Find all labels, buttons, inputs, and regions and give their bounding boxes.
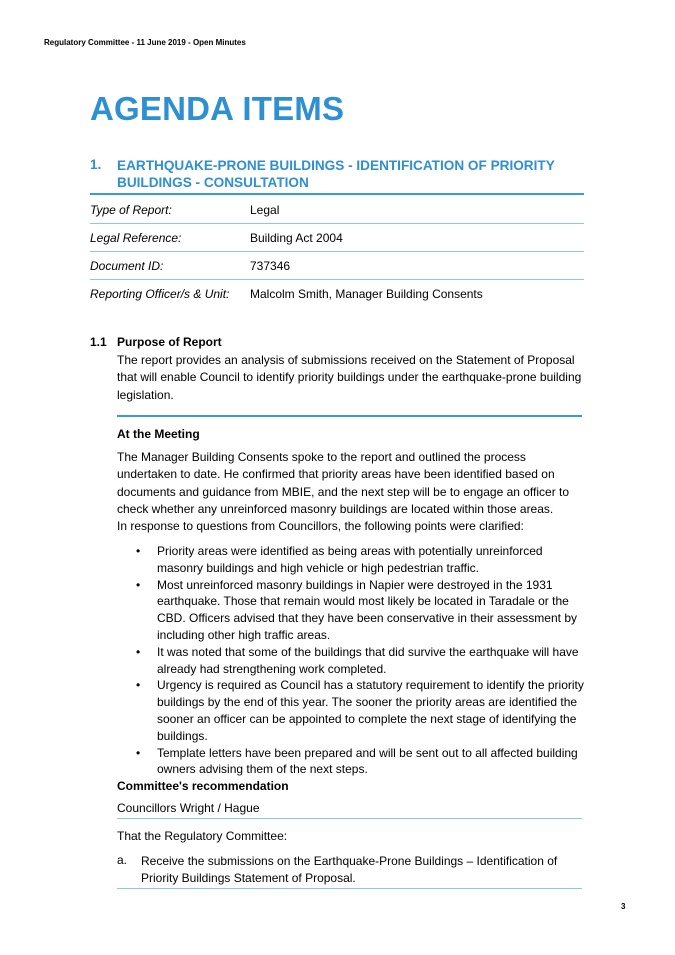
meta-label-reporting-officer: Reporting Officer/s & Unit: [90, 287, 230, 301]
bullet-list [117, 543, 587, 778]
list-item-text: Most unreinforced masonry buildings in Napier were destroyed in the 1931 earthquake. Those that remain would most likely be located in Taradale or the CBD. Officers advised that they have been conservative in their assessment by including other high traffic areas. [157, 577, 577, 642]
page-title: AGENDA ITEMS [90, 90, 345, 127]
list-item-text: Priority areas were identified as being areas with potentially unreinforced masonry buildings and high vehicle or high pedestrian traffic. [157, 544, 543, 575]
meta-value-type: Legal [250, 203, 280, 217]
list-item-text: Urgency is required as Council has a statutory requirement to identify the priority buildings by the end of this year. The sooner the priority areas are identified the sooner an officer can be appointed to complete the next stage of identifying the buildings. [157, 678, 584, 743]
running-header: Regulatory Committee - 11 June 2019 - Open Minutes [44, 38, 246, 47]
recommendation-divider [117, 888, 582, 889]
purpose-text: The report provides an analysis of submissions received on the Statement of Proposal that will enable Council to identify priority buildings under the earthquake-prone building legislation. [117, 353, 582, 402]
bullet-icon: • [136, 544, 141, 558]
meta-label-document-id: Document ID: [90, 259, 164, 273]
meta-value-document-id: 737346 [250, 259, 291, 273]
meta-divider [90, 251, 584, 252]
list-item [117, 745, 587, 779]
movers: Councillors Wright / Hague [117, 801, 260, 815]
recommendation-item-letter: a. [117, 853, 128, 867]
bullet-icon: • [136, 644, 141, 659]
meta-value-legal-reference: Building Act 2004 [250, 231, 343, 245]
recommendation-intro: That the Regulatory Committee: [117, 829, 288, 843]
meeting-intro: In response to questions from Councillors, the following points were clarified: [117, 519, 524, 533]
list-item [117, 644, 587, 678]
section-heading: Purpose of Report [117, 335, 222, 349]
item-number: 1. [90, 157, 102, 172]
meta-divider [90, 223, 584, 224]
meta-value-reporting-officer: Malcolm Smith, Manager Building Consents [250, 287, 483, 301]
page-number: 3 [621, 902, 626, 911]
recommendation-item-text: Receive the submissions on the Earthquake-Prone Buildings – Identification of Priority Buildings Statement of Proposal. [141, 854, 558, 885]
list-item-text: Template letters have been prepared and will be sent out to all affected building owners advising them of the next steps. [157, 745, 578, 777]
recommendation-heading: Committee's recommendation [117, 779, 289, 793]
meta-divider [90, 279, 584, 280]
meta-label-legal-reference: Legal Reference: [90, 231, 182, 245]
meeting-heading: At the Meeting [117, 427, 200, 441]
list-item [117, 677, 587, 744]
list-item-text: It was noted that some of the buildings that did survive the earthquake will have already had strengthening work completed. [157, 644, 579, 676]
bullet-icon: • [136, 678, 141, 693]
section-divider [117, 415, 582, 417]
movers-divider [117, 818, 582, 819]
list-item [117, 543, 587, 577]
item-title: EARTHQUAKE-PRONE BUILDINGS - IDENTIFICATION OF PRIORITY BUILDINGS - CONSULTATION [117, 158, 555, 190]
meta-label-type: Type of Report: [90, 203, 172, 217]
title-divider [90, 193, 584, 195]
list-item [117, 577, 587, 644]
bullet-icon: • [136, 577, 141, 592]
section-number: 1.1 [90, 335, 107, 349]
bullet-icon: • [136, 745, 141, 760]
meeting-paragraph: The Manager Building Consents spoke to the report and outlined the process undertaken to date. He confirmed that priority areas have been identified based on documents and guidance from MBIE, and the next step will be to engage an officer to check whether any unreinforced masonry buildings are located within those areas. [117, 450, 570, 516]
